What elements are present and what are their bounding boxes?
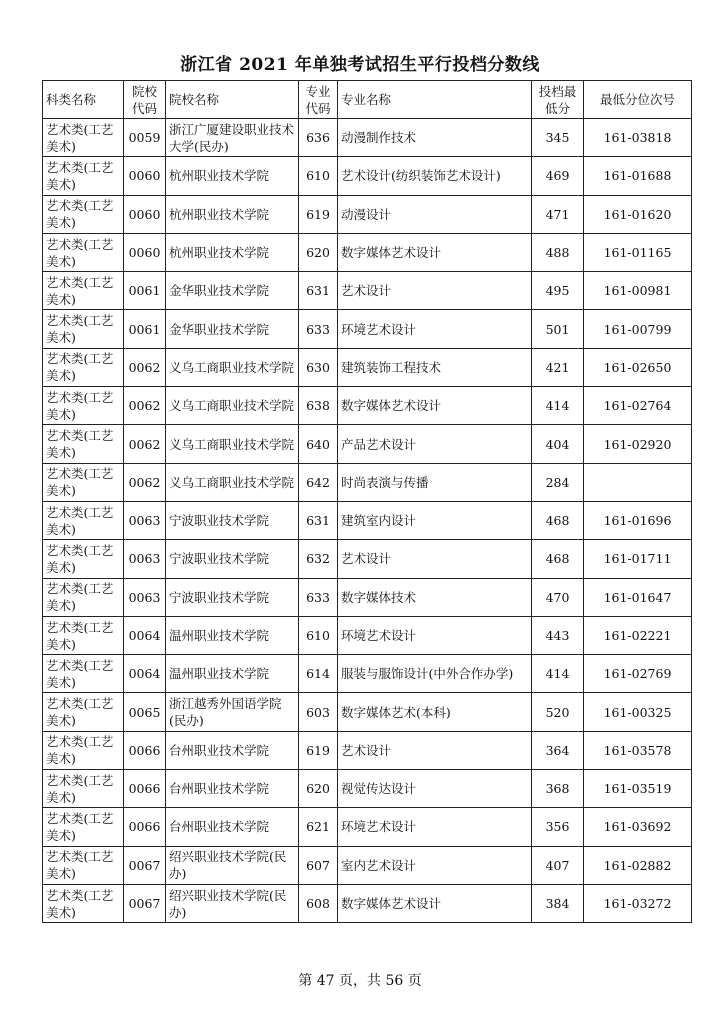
cell-major-name: 数字媒体艺术设计 [338,387,532,425]
cell-school-code: 0066 [124,770,166,808]
cell-major-code: 621 [299,808,338,846]
cell-school-code: 0060 [124,195,166,233]
cell-category: 艺术类(工艺美术) [43,463,124,501]
cell-major-name: 视觉传达设计 [338,770,532,808]
cell-school-code: 0065 [124,693,166,731]
cell-min-score: 488 [532,233,584,271]
table-row [43,884,692,922]
cell-category: 艺术类(工艺美术) [43,425,124,463]
table-row [43,655,692,693]
cell-major-name: 艺术设计 [338,540,532,578]
cell-min-score: 495 [532,272,584,310]
cell-school-code: 0067 [124,846,166,884]
cell-min-rank: 161-03272 [584,884,692,922]
table-row [43,387,692,425]
cell-min-rank: 161-03578 [584,731,692,769]
cell-category: 艺术类(工艺美术) [43,501,124,539]
cell-major-code: 630 [299,348,338,386]
cell-min-score: 356 [532,808,584,846]
cell-school-name: 杭州职业技术学院 [166,157,299,195]
table-row [43,501,692,539]
table-row [43,463,692,501]
cell-min-rank: 161-01647 [584,578,692,616]
cell-school-name: 浙江越秀外国语学院(民办) [166,693,299,731]
cell-min-rank: 161-02882 [584,846,692,884]
cell-school-name: 绍兴职业技术学院(民办) [166,884,299,922]
cell-min-rank: 161-02221 [584,616,692,654]
cell-min-rank: 161-02920 [584,425,692,463]
cell-school-name: 台州职业技术学院 [166,808,299,846]
header-school-name: 院校名称 [166,81,299,119]
cell-min-rank: 161-01165 [584,233,692,271]
cell-school-code: 0062 [124,348,166,386]
table-row [43,616,692,654]
page-title: 浙江省 2021 年单独考试招生平行投档分数线 [180,55,540,75]
cell-major-name: 建筑装饰工程技术 [338,348,532,386]
cell-major-code: 608 [299,884,338,922]
cell-major-name: 艺术设计 [338,272,532,310]
cell-major-code: 614 [299,655,338,693]
cell-min-score: 345 [532,119,584,157]
cell-category: 艺术类(工艺美术) [43,693,124,731]
cell-school-code: 0063 [124,578,166,616]
cell-min-rank: 161-02650 [584,348,692,386]
cell-major-code: 633 [299,578,338,616]
cell-min-score: 284 [532,463,584,501]
cell-major-code: 640 [299,425,338,463]
header-major-name: 专业名称 [338,81,532,119]
cell-category: 艺术类(工艺美术) [43,195,124,233]
table-row [43,119,692,157]
cell-min-score: 368 [532,770,584,808]
cell-major-code: 631 [299,501,338,539]
cell-school-name: 温州职业技术学院 [166,616,299,654]
cell-min-score: 414 [532,387,584,425]
cell-min-score: 384 [532,884,584,922]
cell-min-score: 471 [532,195,584,233]
cell-category: 艺术类(工艺美术) [43,233,124,271]
cell-min-score: 468 [532,501,584,539]
table-row [43,348,692,386]
cell-category: 艺术类(工艺美术) [43,655,124,693]
table-row [43,770,692,808]
cell-min-rank: 161-00325 [584,693,692,731]
cell-min-rank: 161-02764 [584,387,692,425]
cell-min-score: 501 [532,310,584,348]
cell-min-score: 414 [532,655,584,693]
cell-min-score: 469 [532,157,584,195]
cell-major-code: 636 [299,119,338,157]
cell-major-code: 633 [299,310,338,348]
cell-major-name: 建筑室内设计 [338,501,532,539]
cell-major-name: 室内艺术设计 [338,846,532,884]
table-row [43,540,692,578]
cell-category: 艺术类(工艺美术) [43,157,124,195]
cell-school-name: 台州职业技术学院 [166,731,299,769]
admission-score-table [42,80,692,923]
cell-school-name: 杭州职业技术学院 [166,233,299,271]
cell-school-name: 宁波职业技术学院 [166,501,299,539]
cell-major-code: 610 [299,157,338,195]
cell-min-rank: 161-03519 [584,770,692,808]
table-row [43,578,692,616]
cell-school-code: 0062 [124,425,166,463]
cell-school-code: 0067 [124,884,166,922]
cell-major-name: 数字媒体技术 [338,578,532,616]
cell-category: 艺术类(工艺美术) [43,540,124,578]
header-major-code: 专业代码 [299,81,338,119]
cell-school-code: 0064 [124,616,166,654]
cell-school-code: 0066 [124,808,166,846]
table-header-row [43,81,692,119]
table-row [43,808,692,846]
cell-major-name: 服装与服饰设计(中外合作办学) [338,655,532,693]
cell-major-code: 638 [299,387,338,425]
header-category: 科类名称 [43,81,124,119]
cell-category: 艺术类(工艺美术) [43,578,124,616]
cell-major-name: 环境艺术设计 [338,808,532,846]
cell-school-name: 台州职业技术学院 [166,770,299,808]
cell-school-code: 0060 [124,157,166,195]
cell-major-name: 环境艺术设计 [338,616,532,654]
cell-school-name: 温州职业技术学院 [166,655,299,693]
cell-min-rank: 161-01696 [584,501,692,539]
cell-min-score: 520 [532,693,584,731]
cell-min-score: 421 [532,348,584,386]
cell-school-code: 0063 [124,501,166,539]
cell-min-rank: 161-00981 [584,272,692,310]
cell-school-code: 0059 [124,119,166,157]
cell-category: 艺术类(工艺美术) [43,348,124,386]
cell-school-name: 浙江广厦建设职业技术大学(民办) [166,119,299,157]
cell-major-code: 620 [299,233,338,271]
cell-school-name: 金华职业技术学院 [166,310,299,348]
cell-school-name: 义乌工商职业技术学院 [166,425,299,463]
cell-min-rank: 161-00799 [584,310,692,348]
cell-major-name: 动漫设计 [338,195,532,233]
cell-category: 艺术类(工艺美术) [43,310,124,348]
cell-school-name: 宁波职业技术学院 [166,578,299,616]
cell-min-rank [584,463,692,501]
cell-min-score: 407 [532,846,584,884]
cell-school-code: 0064 [124,655,166,693]
cell-major-code: 619 [299,195,338,233]
cell-school-name: 宁波职业技术学院 [166,540,299,578]
cell-min-rank: 161-02769 [584,655,692,693]
cell-min-score: 443 [532,616,584,654]
cell-category: 艺术类(工艺美术) [43,884,124,922]
cell-school-name: 义乌工商职业技术学院 [166,387,299,425]
table-row [43,233,692,271]
cell-category: 艺术类(工艺美术) [43,808,124,846]
cell-category: 艺术类(工艺美术) [43,387,124,425]
cell-school-name: 杭州职业技术学院 [166,195,299,233]
cell-school-code: 0061 [124,310,166,348]
cell-major-name: 产品艺术设计 [338,425,532,463]
cell-major-name: 艺术设计(纺织装饰艺术设计) [338,157,532,195]
cell-school-name: 绍兴职业技术学院(民办) [166,846,299,884]
cell-school-name: 义乌工商职业技术学院 [166,348,299,386]
cell-category: 艺术类(工艺美术) [43,616,124,654]
header-school-code: 院校代码 [124,81,166,119]
cell-major-name: 艺术设计 [338,731,532,769]
cell-category: 艺术类(工艺美术) [43,731,124,769]
table-row [43,425,692,463]
cell-school-code: 0062 [124,463,166,501]
cell-major-code: 632 [299,540,338,578]
cell-school-code: 0060 [124,233,166,271]
table-row [43,693,692,731]
cell-major-name: 数字媒体艺术设计 [338,884,532,922]
cell-major-code: 603 [299,693,338,731]
cell-category: 艺术类(工艺美术) [43,119,124,157]
table-row [43,731,692,769]
cell-min-rank: 161-03818 [584,119,692,157]
cell-category: 艺术类(工艺美术) [43,846,124,884]
cell-category: 艺术类(工艺美术) [43,272,124,310]
cell-min-score: 468 [532,540,584,578]
header-min-score: 投档最低分 [532,81,584,119]
cell-category: 艺术类(工艺美术) [43,770,124,808]
cell-min-rank: 161-03692 [584,808,692,846]
page-footer: 第 47 页，共 56 页 [298,973,422,989]
cell-school-code: 0066 [124,731,166,769]
cell-min-score: 364 [532,731,584,769]
cell-min-rank: 161-01620 [584,195,692,233]
cell-min-score: 404 [532,425,584,463]
cell-min-score: 470 [532,578,584,616]
cell-major-code: 631 [299,272,338,310]
table-row [43,310,692,348]
cell-min-rank: 161-01688 [584,157,692,195]
cell-major-code: 620 [299,770,338,808]
cell-major-name: 数字媒体艺术设计 [338,233,532,271]
table-row [43,195,692,233]
cell-school-code: 0063 [124,540,166,578]
cell-major-name: 动漫制作技术 [338,119,532,157]
cell-school-name: 金华职业技术学院 [166,272,299,310]
cell-major-code: 610 [299,616,338,654]
cell-major-code: 619 [299,731,338,769]
cell-major-name: 数字媒体艺术(本科) [338,693,532,731]
cell-major-name: 环境艺术设计 [338,310,532,348]
cell-min-rank: 161-01711 [584,540,692,578]
table-row [43,846,692,884]
cell-major-name: 时尚表演与传播 [338,463,532,501]
table-row [43,272,692,310]
cell-school-name: 义乌工商职业技术学院 [166,463,299,501]
cell-major-code: 642 [299,463,338,501]
cell-major-code: 607 [299,846,338,884]
cell-school-code: 0061 [124,272,166,310]
table-row [43,157,692,195]
cell-school-code: 0062 [124,387,166,425]
header-min-rank: 最低分位次号 [584,81,692,119]
